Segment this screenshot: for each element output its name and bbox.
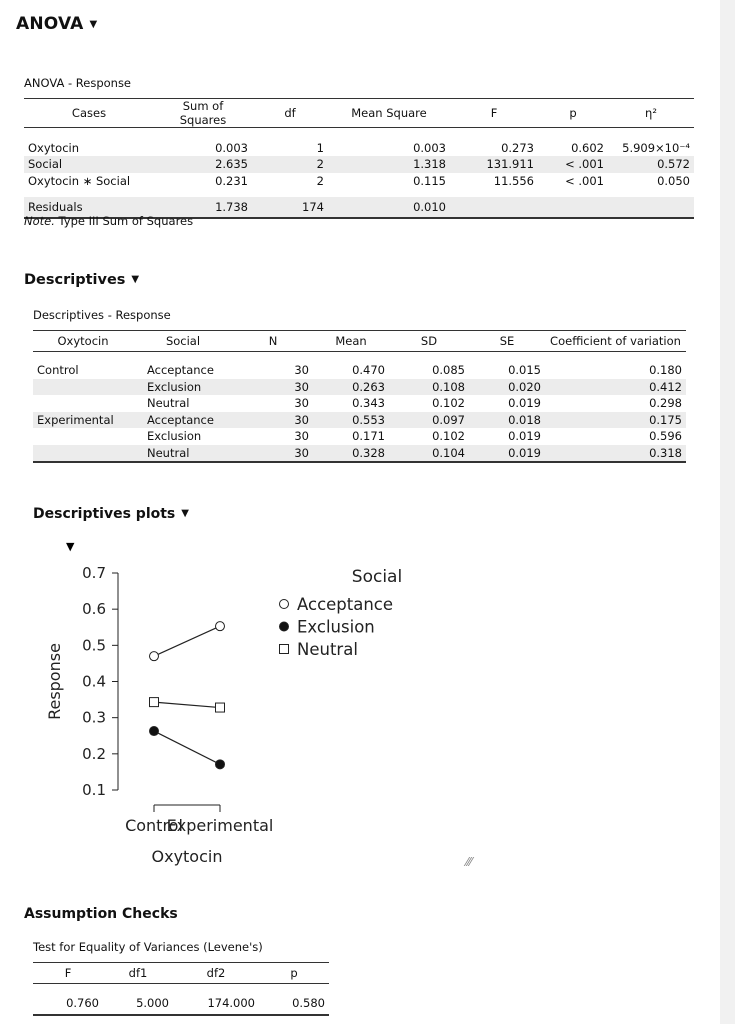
levene-table-caption: Test for Equality of Variances (Levene's) bbox=[33, 940, 263, 954]
desc-social: Acceptance bbox=[133, 412, 233, 429]
anova-p: < .001 bbox=[565, 173, 604, 188]
y-tick-label: 0.6 bbox=[82, 600, 106, 619]
levene-df2: 174.000 bbox=[173, 992, 259, 1015]
table-row bbox=[33, 445, 686, 463]
series-line-acceptance bbox=[154, 626, 220, 656]
data-point-exclusion bbox=[216, 760, 225, 769]
desc-mean: 0.263 bbox=[313, 379, 389, 396]
anova-eta bbox=[608, 197, 694, 218]
desc-se: 0.019 bbox=[508, 396, 541, 411]
desc-mean: 0.171 bbox=[352, 429, 385, 444]
plot-series bbox=[150, 622, 225, 769]
desc-social: Exclusion bbox=[133, 379, 233, 396]
anova-note-text: Type III Sum of Squares bbox=[58, 214, 194, 228]
anova-f: 131.911 bbox=[450, 156, 538, 173]
table-row bbox=[33, 362, 686, 379]
desc-social: Exclusion bbox=[147, 429, 202, 444]
anova-case: Residuals bbox=[24, 197, 154, 218]
data-point-acceptance bbox=[150, 652, 159, 661]
anova-case: Oxytocin ∗ Social bbox=[28, 173, 131, 188]
descriptives-table bbox=[33, 330, 686, 463]
anova-case: Oxytocin bbox=[28, 140, 80, 155]
desc-mean: 0.470 bbox=[352, 363, 385, 378]
desc-sd: 0.104 bbox=[389, 445, 469, 463]
plot-collapse-caret-icon[interactable]: ▼ bbox=[66, 540, 75, 553]
anova-col-eta: η² bbox=[608, 99, 694, 128]
desc-se: 0.020 bbox=[469, 379, 545, 396]
data-point-acceptance bbox=[216, 622, 225, 631]
desc-n: 30 bbox=[233, 445, 313, 463]
desc-mean: 0.343 bbox=[352, 396, 385, 411]
levene-table bbox=[33, 962, 329, 1016]
anova-col-ms: Mean Square bbox=[328, 99, 450, 128]
desc-mean: 0.553 bbox=[313, 412, 389, 429]
table-row bbox=[24, 156, 694, 173]
anova-ms: 0.003 bbox=[413, 140, 446, 155]
y-tick-label: 0.7 bbox=[82, 564, 106, 582]
desc-sd: 0.102 bbox=[432, 396, 465, 411]
anova-case: Social bbox=[24, 156, 154, 173]
desc-sd: 0.085 bbox=[432, 363, 465, 378]
desc-mean: 0.328 bbox=[313, 445, 389, 463]
desc-n: 30 bbox=[294, 429, 309, 444]
levene-header-row bbox=[33, 963, 329, 984]
anova-col-p: p bbox=[538, 99, 608, 128]
plot-legend bbox=[280, 567, 403, 659]
legend-label: Exclusion bbox=[297, 617, 375, 637]
anova-col-cases: Cases bbox=[24, 99, 154, 128]
assumption-checks-heading: Assumption Checks bbox=[24, 906, 178, 922]
table-row bbox=[33, 379, 686, 396]
desc-oxytocin: Control bbox=[37, 363, 79, 378]
anova-footnote bbox=[24, 214, 193, 228]
desc-cv: 0.596 bbox=[649, 429, 682, 444]
levene-col-df1: df1 bbox=[103, 963, 173, 984]
anova-note-label: Note. bbox=[24, 214, 55, 228]
anova-ss: 0.003 bbox=[215, 140, 248, 155]
legend-marker-exclusion bbox=[280, 622, 289, 631]
anova-col-ss: Sum of Squares bbox=[154, 99, 252, 128]
plot-axes bbox=[45, 564, 273, 866]
descriptives-heading-text: Descriptives bbox=[24, 272, 126, 288]
y-tick-label: 0.2 bbox=[82, 744, 106, 763]
levene-f: 0.760 bbox=[33, 992, 103, 1015]
anova-table bbox=[24, 98, 694, 219]
desc-se: 0.015 bbox=[508, 363, 541, 378]
desc-se: 0.019 bbox=[469, 445, 545, 463]
desc-col-sd: SD bbox=[389, 331, 469, 352]
anova-col-f: F bbox=[450, 99, 538, 128]
desc-oxytocin bbox=[33, 395, 133, 412]
desc-cv: 0.318 bbox=[545, 445, 686, 463]
series-line-neutral bbox=[154, 702, 220, 707]
anova-heading[interactable] bbox=[16, 14, 97, 34]
desc-oxytocin bbox=[33, 428, 133, 445]
table-row bbox=[33, 428, 686, 445]
anova-p: < .001 bbox=[538, 156, 608, 173]
legend-marker-neutral bbox=[280, 645, 289, 654]
anova-header-row bbox=[24, 99, 694, 128]
anova-table-caption: ANOVA - Response bbox=[24, 76, 132, 90]
anova-p bbox=[538, 197, 608, 218]
descriptives-plots-menu-caret-icon[interactable]: ▼ bbox=[181, 508, 189, 519]
descriptives-plot bbox=[30, 535, 450, 875]
desc-col-social: Social bbox=[133, 331, 233, 352]
anova-eta: 0.572 bbox=[608, 156, 694, 173]
desc-col-cv: Coefficient of variation bbox=[545, 331, 686, 352]
y-tick-label: 0.1 bbox=[82, 781, 106, 799]
anova-heading-text: ANOVA bbox=[16, 14, 84, 34]
desc-col-se: SE bbox=[469, 331, 545, 352]
anova-f: 11.556 bbox=[493, 173, 534, 188]
desc-n: 30 bbox=[294, 363, 309, 378]
resize-grip-icon[interactable]: ⁄⁄⁄ bbox=[466, 855, 473, 869]
legend-marker-acceptance bbox=[280, 600, 289, 609]
desc-social: Neutral bbox=[147, 396, 190, 411]
data-point-neutral bbox=[216, 703, 225, 712]
y-tick-label: 0.3 bbox=[82, 708, 106, 727]
table-row bbox=[24, 140, 694, 157]
desc-sd: 0.102 bbox=[432, 429, 465, 444]
desc-sd: 0.108 bbox=[389, 379, 469, 396]
y-axis-label: Response bbox=[45, 643, 64, 720]
levene-df1: 5.000 bbox=[103, 992, 173, 1015]
x-tick-label: Control bbox=[125, 816, 183, 835]
x-axis-label: Oxytocin bbox=[151, 847, 223, 866]
levene-col-f: F bbox=[33, 963, 103, 984]
anova-ss: 1.738 bbox=[154, 197, 252, 218]
anova-ms: 0.115 bbox=[413, 173, 446, 188]
desc-social: Acceptance bbox=[147, 363, 214, 378]
anova-p: 0.602 bbox=[571, 140, 604, 155]
desc-oxytocin bbox=[33, 445, 133, 463]
anova-df: 1 bbox=[316, 140, 324, 155]
legend-label: Acceptance bbox=[297, 595, 394, 614]
desc-col-oxytocin: Oxytocin bbox=[33, 331, 133, 352]
desc-n: 30 bbox=[233, 412, 313, 429]
desc-social: Neutral bbox=[133, 445, 233, 463]
descriptives-menu-caret-icon[interactable]: ▼ bbox=[131, 274, 140, 285]
desc-n: 30 bbox=[233, 379, 313, 396]
desc-oxytocin bbox=[33, 379, 133, 396]
levene-col-p: p bbox=[259, 963, 329, 984]
x-tick-label: Experimental bbox=[166, 816, 274, 835]
descriptives-plots-heading-text: Descriptives plots bbox=[33, 506, 176, 522]
levene-p: 0.580 bbox=[259, 992, 329, 1015]
table-row bbox=[33, 395, 686, 412]
anova-ss: 0.231 bbox=[215, 173, 248, 188]
data-point-neutral bbox=[150, 698, 159, 707]
descriptives-heading[interactable] bbox=[24, 272, 139, 288]
desc-cv: 0.412 bbox=[545, 379, 686, 396]
levene-col-df2: df2 bbox=[173, 963, 259, 984]
y-tick-label: 0.5 bbox=[82, 636, 106, 655]
desc-oxytocin: Experimental bbox=[33, 412, 133, 429]
table-row bbox=[33, 992, 329, 1015]
anova-eta: 5.909×10⁻⁴ bbox=[622, 140, 690, 155]
anova-ms: 1.318 bbox=[328, 156, 450, 173]
anova-eta: 0.050 bbox=[657, 173, 690, 188]
legend-label: Neutral bbox=[297, 640, 358, 659]
legend-title: Social bbox=[351, 567, 403, 587]
desc-n: 30 bbox=[294, 396, 309, 411]
series-line-exclusion bbox=[154, 731, 220, 764]
table-row bbox=[24, 173, 694, 190]
descriptives-header-row bbox=[33, 331, 686, 352]
desc-col-mean: Mean bbox=[313, 331, 389, 352]
desc-cv: 0.298 bbox=[649, 396, 682, 411]
data-point-exclusion bbox=[150, 727, 159, 736]
desc-cv: 0.175 bbox=[545, 412, 686, 429]
desc-se: 0.019 bbox=[508, 429, 541, 444]
y-tick-label: 0.4 bbox=[82, 672, 106, 691]
descriptives-plots-heading[interactable] bbox=[33, 506, 189, 522]
anova-menu-caret-icon[interactable]: ▼ bbox=[89, 19, 98, 30]
desc-sd: 0.097 bbox=[389, 412, 469, 429]
anova-df: 2 bbox=[252, 156, 328, 173]
desc-col-n: N bbox=[233, 331, 313, 352]
anova-ms: 0.010 bbox=[328, 197, 450, 218]
desc-cv: 0.180 bbox=[649, 363, 682, 378]
anova-f: 0.273 bbox=[501, 140, 534, 155]
anova-ss: 2.635 bbox=[154, 156, 252, 173]
anova-df: 174 bbox=[252, 197, 328, 218]
anova-col-df: df bbox=[252, 99, 328, 128]
table-row bbox=[33, 412, 686, 429]
descriptives-table-caption: Descriptives - Response bbox=[33, 308, 171, 322]
desc-se: 0.018 bbox=[469, 412, 545, 429]
anova-df: 2 bbox=[316, 173, 324, 188]
anova-f bbox=[450, 197, 538, 218]
